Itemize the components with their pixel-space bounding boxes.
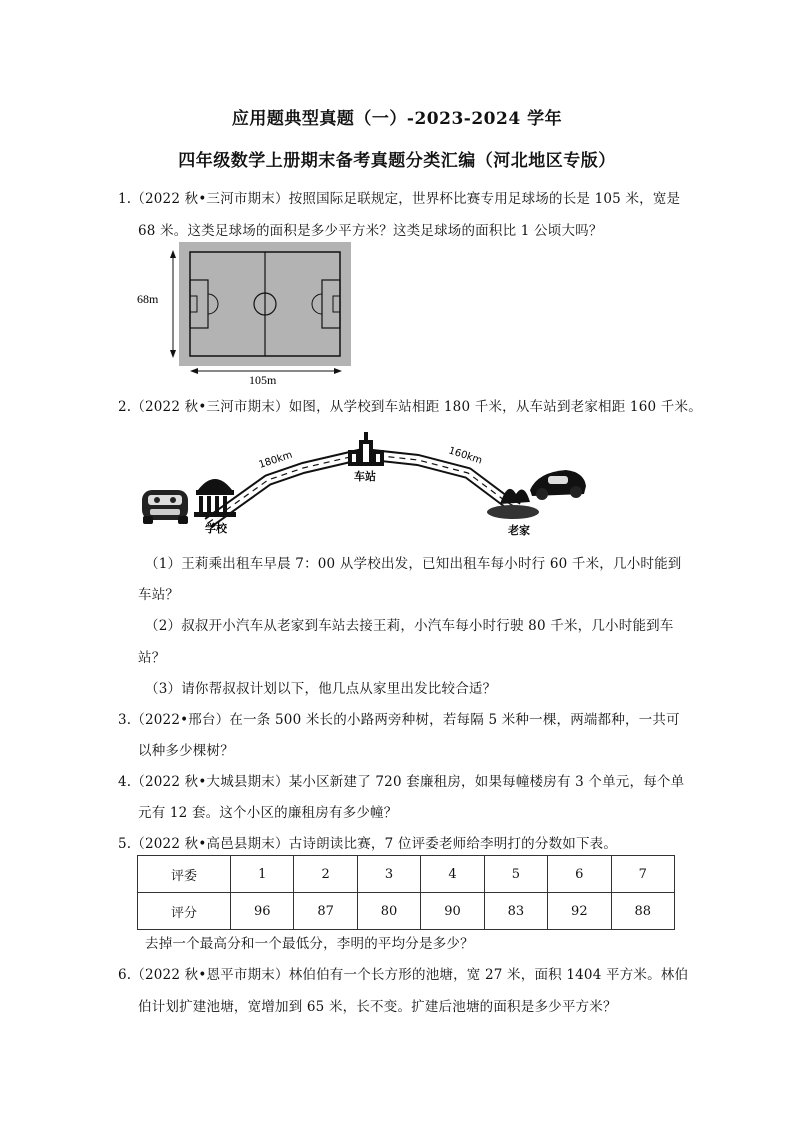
length-label: 105m [249, 373, 277, 387]
football-field-figure [134, 240, 354, 388]
home-label: 老家 [508, 524, 530, 537]
question-1-line-2: 68 米。这类足球场的面积是多少平方米？这类足球场的面积比 1 公顷大吗？ [138, 223, 603, 239]
route-figure [138, 428, 590, 540]
table-cell: 4 [421, 856, 484, 893]
station-label: 车站 [354, 470, 376, 483]
question-1-line-1: 1.（2022 秋•三河市期末）按照国际足联规定，世界杯比赛专用足球场的长是 105 米，宽是 [118, 191, 681, 207]
taxi-car-icon [142, 490, 188, 524]
table-cell: 2 [294, 856, 357, 893]
school-label: 学校 [205, 522, 227, 535]
question-3-line-1: 3.（2022•邢台）在一条 500 米长的小路两旁种树，若每隔 5 米种一棵，两端都种，一共可 [118, 712, 680, 728]
question-6-line-1: 6.（2022 秋•恩平市期末）林伯伯有一个长方形的池塘，宽 27 米，面积 1404 平方米。林伯 [118, 967, 689, 983]
sports-car-icon [530, 470, 586, 500]
distance-label-2: 160km [447, 445, 484, 467]
height-arrow-top [170, 250, 176, 258]
question-2-sub-3: （3）请你帮叔叔计划以下，他几点从家里出发比较合适？ [145, 681, 497, 697]
question-5-line-1: 5.（2022 秋•高邑县期末）古诗朗读比赛，7 位评委老师给李明打的分数如下表。 [118, 836, 618, 852]
document-subtitle: 四年级数学上册期末备考真题分类汇编（河北地区专版） [178, 151, 616, 171]
table-row-scores [138, 893, 675, 930]
table-row-head: 评分 [138, 893, 231, 930]
question-2-line-1: 2.（2022 秋•三河市期末）如图，从学校到车站相距 180 千米，从车站到老家相距 160 千米。 [118, 399, 702, 415]
table-cell: 3 [357, 856, 420, 893]
height-label: 68m [137, 292, 159, 306]
table-cell: 80 [357, 893, 420, 930]
table-cell: 5 [484, 856, 547, 893]
question-4-line-1: 4.（2022 秋•大城县期末）某小区新建了 720 套廉租房，如果每幢楼房有 3 个单元，每个单 [118, 774, 685, 790]
question-2-sub-1-line-2: 车站？ [138, 587, 180, 603]
question-3-line-2: 以种多少棵树？ [138, 743, 234, 759]
question-5-after: 去掉一个最高分和一个最低分，李明的平均分是多少？ [145, 936, 474, 952]
table-cell: 83 [484, 893, 547, 930]
length-arrow-right [334, 368, 342, 374]
height-arrow-bottom [170, 350, 176, 358]
scores-table [137, 855, 675, 930]
table-row-judges [138, 856, 675, 893]
length-arrow-left [190, 368, 198, 374]
table-cell: 90 [421, 893, 484, 930]
question-2-sub-1-line-1: （1）王莉乘出租车早晨 7：00 从学校出发，已知出租车每小时行 60 千米，几小时能到 [145, 556, 682, 572]
document-title: 应用题典型真题（一）-2023-2024 学年 [231, 109, 563, 129]
question-4-line-2: 元有 12 套。这个小区的廉租房有多少幢？ [138, 805, 398, 821]
question-6-line-2: 伯计划扩建池塘，宽增加到 65 米，长不变。扩建后池塘的面积是多少平方米？ [138, 999, 617, 1015]
question-2-sub-2-line-2: 站？ [138, 650, 166, 666]
table-cell: 92 [548, 893, 611, 930]
table-row-head: 评委 [138, 856, 231, 893]
table-cell: 6 [548, 856, 611, 893]
table-cell: 7 [611, 856, 674, 893]
table-cell: 1 [231, 856, 294, 893]
station-building-icon [348, 432, 384, 466]
distance-label-1: 180km [257, 449, 294, 471]
table-cell: 87 [294, 893, 357, 930]
table-cell: 88 [611, 893, 674, 930]
question-2-sub-2-line-1: （2）叔叔开小汽车从老家到车站去接王莉，小汽车每小时行驶 80 千米，几小时能到车 [145, 618, 674, 634]
table-cell: 96 [231, 893, 294, 930]
